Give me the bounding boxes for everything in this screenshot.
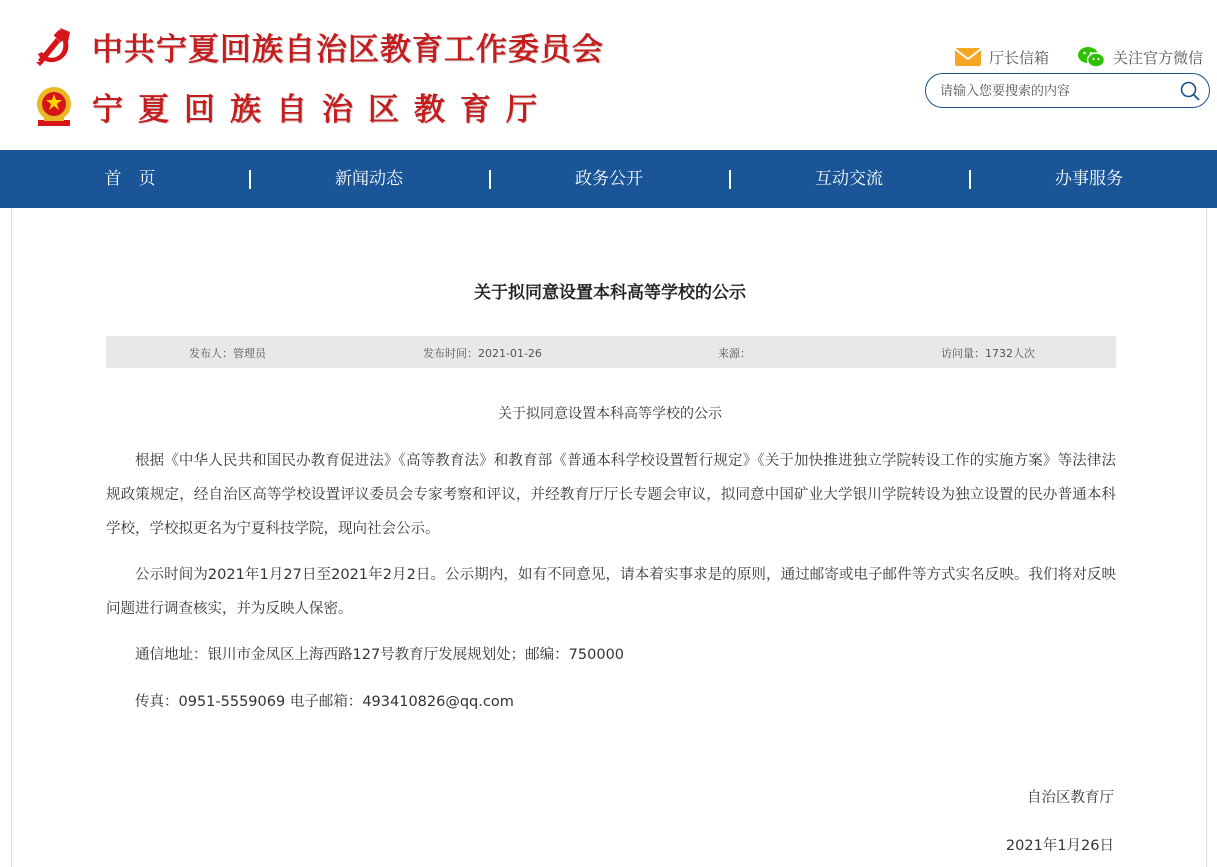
director-mailbox-link[interactable] [955, 47, 1049, 68]
search-icon[interactable] [1179, 80, 1201, 102]
nav-item-government-affairs[interactable]: 政务公开 [575, 169, 643, 189]
signature-issuer: 自治区教育厅 [1027, 790, 1114, 806]
article-paragraph: 根据《中华人民共和国民办教育促进法》《高等教育法》和教育部《普通本科学校设置暂行规定》《关于加快推进独立学院转设工作的实施方案》等法律法规政策规定，经自治区高等学校设置评议委员会专家考察和评议，并经教育厅厅长专题会审议，拟同意中国矿业大学银川学院转设为独立设置的民办普通本科学校，学校拟更名为宁夏科技学院，现向社会公示。 [106, 453, 1116, 537]
meta-publish-date: 发布时间：2021-01-26 [423, 347, 542, 360]
article-paragraph: 公示时间为2021年1月27日至2021年2月2日。公示期内，如有不同意见，请本着实事求是的原则，通过邮寄或电子邮件等方式实名反映。我们将对反映问题进行调查核实，并为反映人保密。 [106, 567, 1116, 617]
article-meta-bar [106, 336, 1116, 368]
nav-item-news[interactable]: 新闻动态 [335, 169, 403, 189]
org-name-party: 中共宁夏回族自治区教育工作委员会 [92, 31, 604, 68]
meta-views: 访问量：1732人次 [941, 347, 1035, 360]
director-mailbox-label: 厅长信箱 [988, 48, 1049, 67]
nav-item-interaction[interactable]: 互动交流 [815, 169, 883, 189]
main-nav [0, 150, 1217, 208]
party-emblem-icon [30, 22, 78, 70]
signature-date: 2021年1月26日 [1005, 838, 1114, 854]
search-box [925, 73, 1210, 108]
document-subtitle: 关于拟同意设置本科高等学校的公示 [498, 406, 722, 422]
nav-divider [969, 170, 971, 189]
nav-item-home[interactable]: 首 页 [104, 169, 156, 189]
party-logo-row[interactable] [30, 22, 604, 70]
search-input[interactable] [940, 80, 1170, 102]
nav-divider [489, 170, 491, 189]
wechat-follow-link[interactable] [1077, 46, 1203, 68]
article-container [11, 208, 1207, 867]
meta-source: 来源： [718, 347, 751, 360]
article-title: 关于拟同意设置本科高等学校的公示 [474, 283, 746, 303]
top-links [955, 46, 1203, 68]
national-emblem-icon [30, 82, 78, 130]
meta-publisher: 发布人：管理员 [189, 347, 266, 360]
mail-icon [955, 48, 981, 66]
wechat-follow-label: 关注官方微信 [1112, 48, 1203, 67]
wechat-icon [1077, 46, 1105, 68]
gov-logo-row[interactable] [30, 82, 552, 130]
site-header [0, 0, 1217, 150]
article-paragraph: 传真：0951-5559069 电子邮箱：493410826@qq.com [135, 694, 514, 710]
nav-item-services[interactable]: 办事服务 [1055, 169, 1123, 189]
org-name-gov: 宁夏回族自治区教育厅 [92, 91, 552, 128]
nav-divider [729, 170, 731, 189]
nav-divider [249, 170, 251, 189]
article-paragraph: 通信地址：银川市金凤区上海西路127号教育厅发展规划处；邮编：750000 [135, 647, 625, 663]
